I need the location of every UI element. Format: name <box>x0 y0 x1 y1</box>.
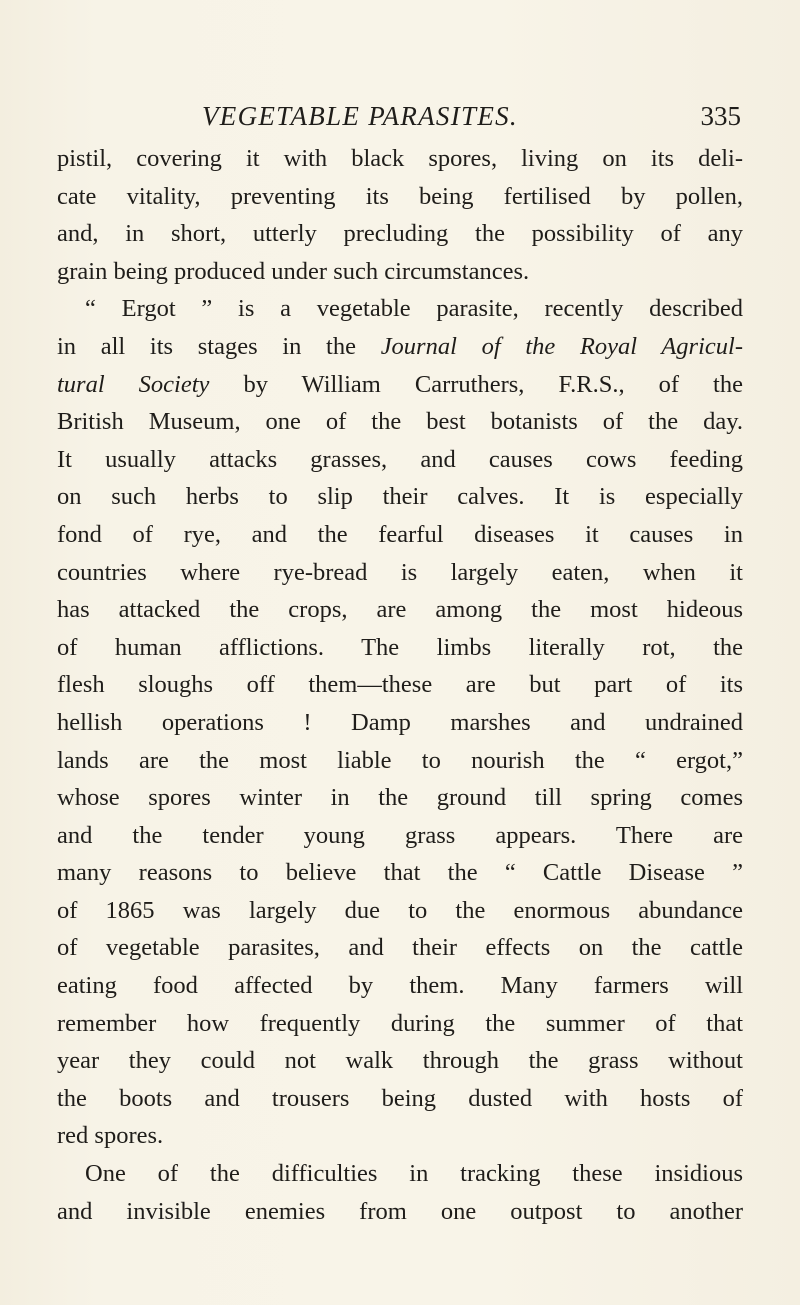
text-line <box>57 178 743 216</box>
text-line-paragraph-start <box>57 290 743 328</box>
journal-title-italic: tural Society <box>57 370 210 398</box>
text-span: fond of rye, and the fearful diseases it causes in <box>57 520 743 548</box>
text-line <box>57 1080 743 1118</box>
text-span: of 1865 was largely due to the enormous abundance <box>57 896 743 924</box>
text-span: hellish operations ! Damp marshes and undrained <box>57 708 743 736</box>
text-line <box>57 817 743 855</box>
page-number: 335 <box>700 101 741 131</box>
text-line <box>57 967 743 1005</box>
text-span: lands are the most liable to nourish the “ ergot,” <box>57 746 743 774</box>
text-line <box>57 929 743 967</box>
text-line <box>57 779 743 817</box>
text-line <box>57 554 743 592</box>
text-span: by William Carruthers, F.R.S., of the <box>209 370 743 398</box>
text-line <box>57 253 743 291</box>
text-span: red spores. <box>57 1122 164 1150</box>
text-span: remember how frequently during the summer of that <box>57 1009 743 1037</box>
text-line <box>57 1117 743 1155</box>
text-line <box>57 1005 743 1043</box>
text-span: has attacked the crops, are among the most hideous <box>57 596 743 624</box>
text-span: British Museum, one of the best botanists of the day. <box>57 408 743 436</box>
text-line <box>57 140 743 178</box>
text-line <box>57 403 743 441</box>
text-line <box>57 704 743 742</box>
text-line <box>57 629 743 667</box>
running-title: VEGETABLE PARASITES. <box>202 101 518 131</box>
text-span: and, in short, utterly precluding the possibility of any <box>57 220 743 248</box>
text-span: in all its stages in the <box>57 332 381 360</box>
text-line <box>57 516 743 554</box>
text-span: of human afflictions. The limbs literally rot, the <box>57 633 743 661</box>
text-line <box>57 854 743 892</box>
text-line <box>57 892 743 930</box>
text-line <box>57 478 743 516</box>
text-span: of vegetable parasites, and their effects on the cattle <box>57 934 743 962</box>
body-text <box>57 140 743 1230</box>
text-span: cate vitality, preventing its being fertilised by pollen, <box>57 182 743 210</box>
text-span: flesh sloughs off them—these are but part of its <box>57 671 743 699</box>
text-span: One of the difficulties in tracking these insidious <box>85 1160 743 1188</box>
text-line <box>57 215 743 253</box>
text-line <box>57 1193 743 1231</box>
text-span: countries where rye-bread is largely eaten, when it <box>57 558 743 586</box>
text-line <box>57 742 743 780</box>
text-span: grain being produced under such circumstances. <box>57 257 530 285</box>
text-span: on such herbs to slip their calves. It is especially <box>57 483 743 511</box>
journal-title-italic: Journal of the Royal Agricul- <box>380 332 743 360</box>
text-span: and invisible enemies from one outpost to another <box>57 1197 743 1225</box>
text-span: “ Ergot ” is a vegetable parasite, recently described <box>85 295 743 323</box>
text-span: eating food affected by them. Many farmers will <box>57 972 743 1000</box>
text-line <box>57 1042 743 1080</box>
text-span: and the tender young grass appears. There are <box>57 821 743 849</box>
running-head <box>57 101 741 135</box>
text-span: many reasons to believe that the “ Cattle Disease ” <box>57 859 743 887</box>
text-line <box>57 591 743 629</box>
text-line <box>57 366 743 404</box>
text-line-paragraph-start <box>57 1155 743 1193</box>
text-line <box>57 666 743 704</box>
text-line <box>57 328 743 366</box>
text-line <box>57 441 743 479</box>
text-span: year they could not walk through the grass without <box>57 1047 743 1075</box>
text-span: whose spores winter in the ground till spring comes <box>57 784 743 812</box>
text-span: It usually attacks grasses, and causes cows feeding <box>57 445 743 473</box>
text-span: the boots and trousers being dusted with hosts of <box>57 1084 743 1112</box>
text-span: pistil, covering it with black spores, living on its deli- <box>57 145 743 172</box>
